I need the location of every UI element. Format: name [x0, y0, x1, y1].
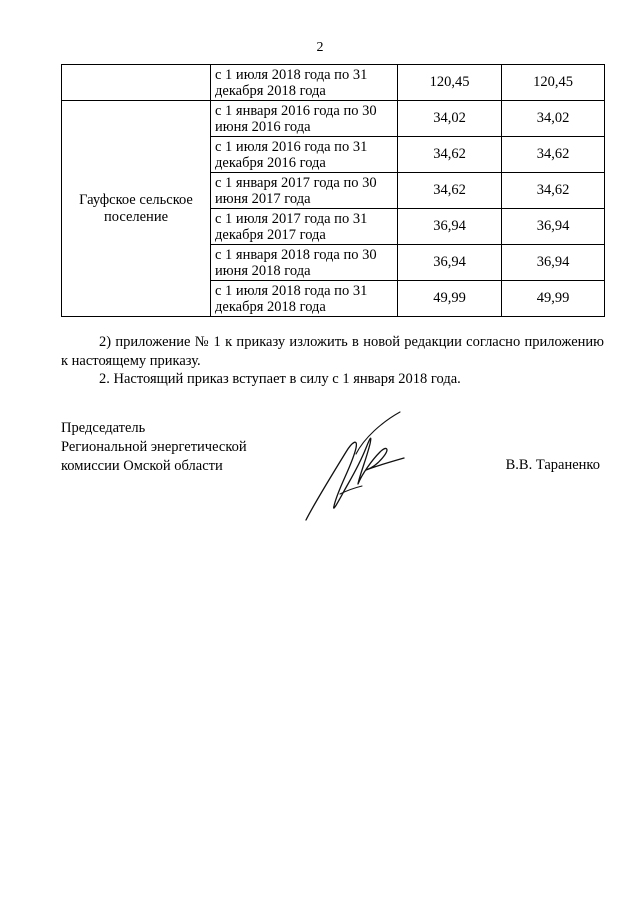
signatory-line: Председатель: [61, 420, 146, 436]
value-cell: 34,02: [502, 101, 605, 137]
value-cell: 36,94: [502, 209, 605, 245]
amendment-paragraph: 2) приложение № 1 к приказу изложить в новой редакции согласно приложению к настоящему приказу.: [61, 334, 604, 369]
value-cell: 120,45: [502, 65, 605, 101]
period-cell: с 1 января 2018 года по 30 июня 2018 года: [211, 245, 398, 281]
table-row: [62, 65, 605, 101]
period-cell: с 1 июля 2017 года по 31 декабря 2017 года: [211, 209, 398, 245]
handwritten-signature: [300, 408, 420, 528]
signatory-line: Региональной энергетической: [61, 439, 247, 455]
value-cell: 34,02: [398, 101, 502, 137]
value-cell: 34,62: [502, 173, 605, 209]
settlement-name: Гауфское сельское поселение: [62, 101, 211, 317]
value-cell: 36,94: [398, 209, 502, 245]
period-cell: с 1 июля 2018 года по 31 декабря 2018 года: [211, 281, 398, 317]
value-cell: 34,62: [398, 137, 502, 173]
value-cell: 36,94: [398, 245, 502, 281]
period-cell: с 1 июля 2018 года по 31 декабря 2018 года: [211, 65, 398, 101]
signatory-title: [61, 419, 247, 476]
period-cell: с 1 июля 2016 года по 31 декабря 2016 года: [211, 137, 398, 173]
value-cell: 34,62: [502, 137, 605, 173]
period-cell: с 1 января 2016 года по 30 июня 2016 года: [211, 101, 398, 137]
table-row: [62, 101, 605, 137]
value-cell: 36,94: [502, 245, 605, 281]
page-number: 2: [316, 40, 324, 55]
tariff-table: [61, 64, 605, 317]
settlement-cell-empty: [62, 65, 211, 101]
value-cell: 120,45: [398, 65, 502, 101]
value-cell: 49,99: [502, 281, 605, 317]
value-cell: 49,99: [398, 281, 502, 317]
value-cell: 34,62: [398, 173, 502, 209]
period-cell: с 1 января 2017 года по 30 июня 2017 года: [211, 173, 398, 209]
signer-name: В.В. Тараненко: [505, 457, 600, 473]
signatory-line: комиссии Омской области: [61, 458, 223, 474]
effective-date-paragraph: 2. Настоящий приказ вступает в силу с 1 января 2018 года.: [99, 371, 461, 387]
